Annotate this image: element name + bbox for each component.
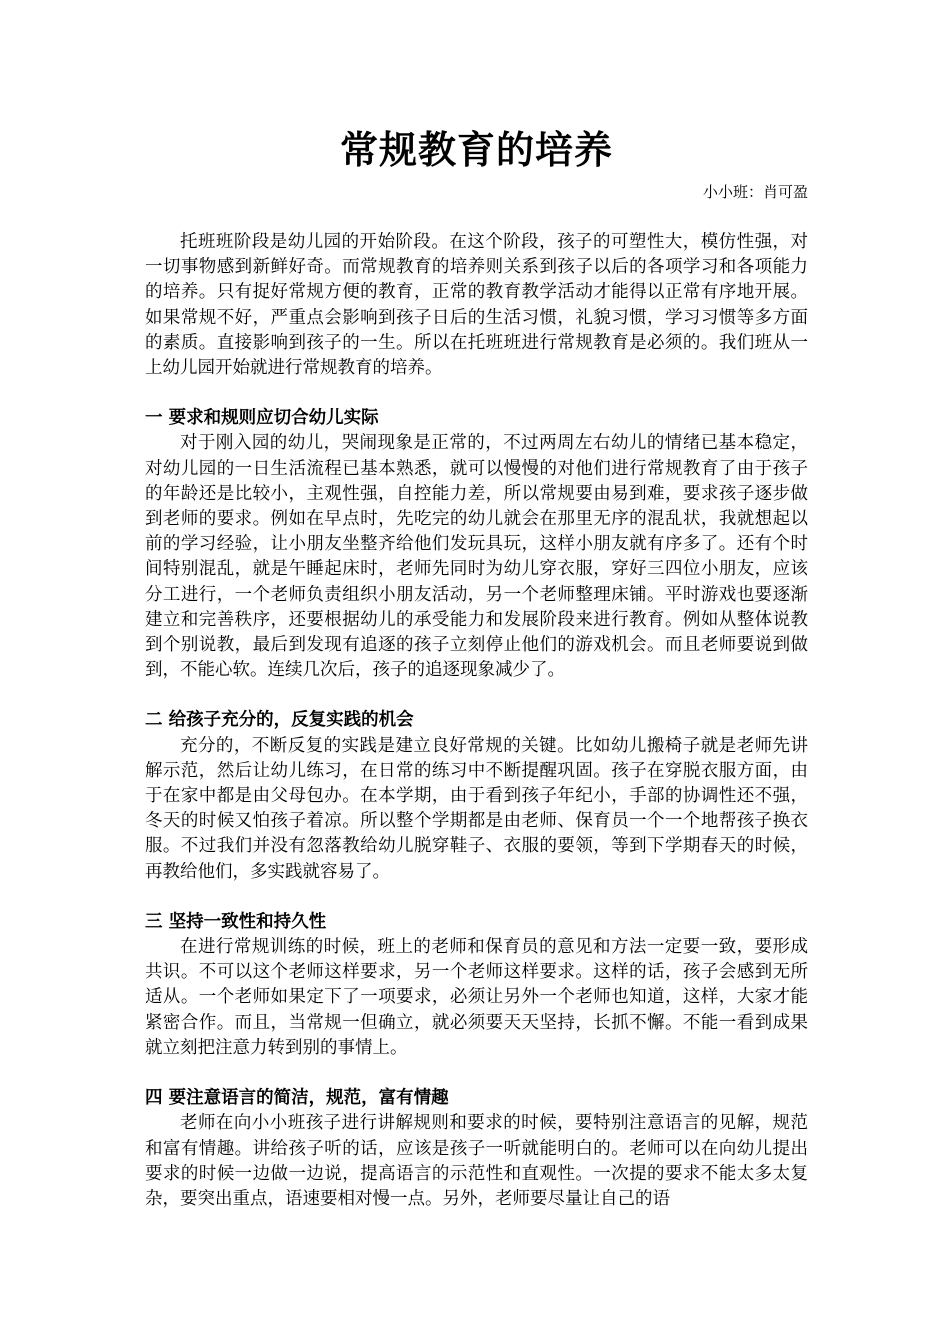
section-3 bbox=[145, 910, 808, 1061]
document-title: 常规教育的培养 bbox=[339, 127, 613, 172]
intro-paragraph: 托班班阶段是幼儿园的开始阶段。在这个阶段，孩子的可塑性大，模仿性强，对一切事物感到新鲜好奇。而常规教育的培养则关系到孩子以后的各项学习和各项能力的培养。只有捉好常规方便的教育，正常的教育教学活动才能得以正常有序地开展。如果常规不好，严重点会影响到孩子日后的生活习惯，礼貌习惯，学习习惯等多方面的素质。直接影响到孩子的一生。所以在托班班进行常规教育是必须的。我们班从一上幼儿园开始就进行常规教育的培养。 bbox=[145, 232, 808, 379]
section-heading: 三 坚持一致性和持久性 bbox=[145, 911, 327, 932]
document-page bbox=[145, 120, 808, 1212]
section-2 bbox=[145, 708, 808, 884]
section-heading: 一 要求和规则应切合幼儿实际 bbox=[145, 408, 379, 429]
section-heading: 四 要注意语言的简洁，规范，富有情趣 bbox=[145, 1088, 449, 1109]
section-body: 在进行常规训练的时候，班上的老师和保育员的意见和方法一定要一致，要形成共识。不可以这个老师这样要求，另一个老师这样要求。这样的话，孩子会感到无所适从。一个老师如果定下了一项要求，必须让另外一个老师也知道，这样，大家才能紧密合作。而且，当常规一但确立，就必须要天天坚持，长抓不懈。不能一看到成果就立刻把注意力转到别的事情上。 bbox=[145, 937, 808, 1058]
section-body: 对于刚入园的幼儿，哭闹现象是正常的，不过两周左右幼儿的情绪已基本稳定，对幼儿园的一日生活流程已基本熟悉，就可以慢慢的对他们进行常规教育了由于孩子的年龄还是比较小，主观性强，自控能力差，所以常规要由易到难，要求孩子逐步做到老师的要求。例如在早点时，先吃完的幼儿就会在那里无序的混乱状，我就想起以前的学习经验，让小朋友坐整齐给他们发玩具玩，这样小朋友就有序多了。还有个时间特别混乱，就是午睡起床时，老师先同时为幼儿穿衣服，穿好三四位小朋友，应该分工进行，一个老师负责组织小朋友活动，另一个老师整理床铺。平时游戏也要逐渐建立和完善秩序，还要根据幼儿的承受能力和发展阶段来进行教育。例如从整体说教到个别说教，最后到发现有追逐的孩子立刻停止他们的游戏机会。而且老师要说到做到，不能心软。连续几次后，孩子的追逐现象减少了。 bbox=[145, 433, 808, 681]
section-body: 老师在向小小班孩子进行讲解规则和要求的时候，要特别注意语言的见解，规范和富有情趣。讲给孩子听的话，应该是孩子一听就能明白的。老师可以在向幼儿提出要求的时候一边做一边说，提高语言的示范性和直观性。一次提的要求不能太多太复杂，要突出重点，语速要相对慢一点。另外，老师要尽量让自己的语 bbox=[145, 1113, 808, 1209]
section-heading: 二 给孩子充分的，反复实践的机会 bbox=[145, 710, 414, 731]
section-body: 充分的，不断反复的实践是建立良好常规的关键。比如幼儿搬椅子就是老师先讲解示范，然后让幼儿练习，在日常的练习中不断提醒巩固。孩子在穿脱衣服方面，由于在家中都是由父母包办。在本学期，由于看到孩子年纪小，手部的协调性还不强，冬天的时候又怕孩子着凉。所以整个学期都是由老师、保育员一个一个地帮孩子换衣服。不过我们并没有忽落教给幼儿脱穿鞋子、衣服的要领，等到下学期春天的时候，再教给他们，多实践就容易了。 bbox=[145, 735, 808, 882]
document-author: 小小班：肖可盈 bbox=[702, 183, 808, 201]
section-4 bbox=[145, 1086, 808, 1212]
section-1 bbox=[145, 406, 808, 683]
